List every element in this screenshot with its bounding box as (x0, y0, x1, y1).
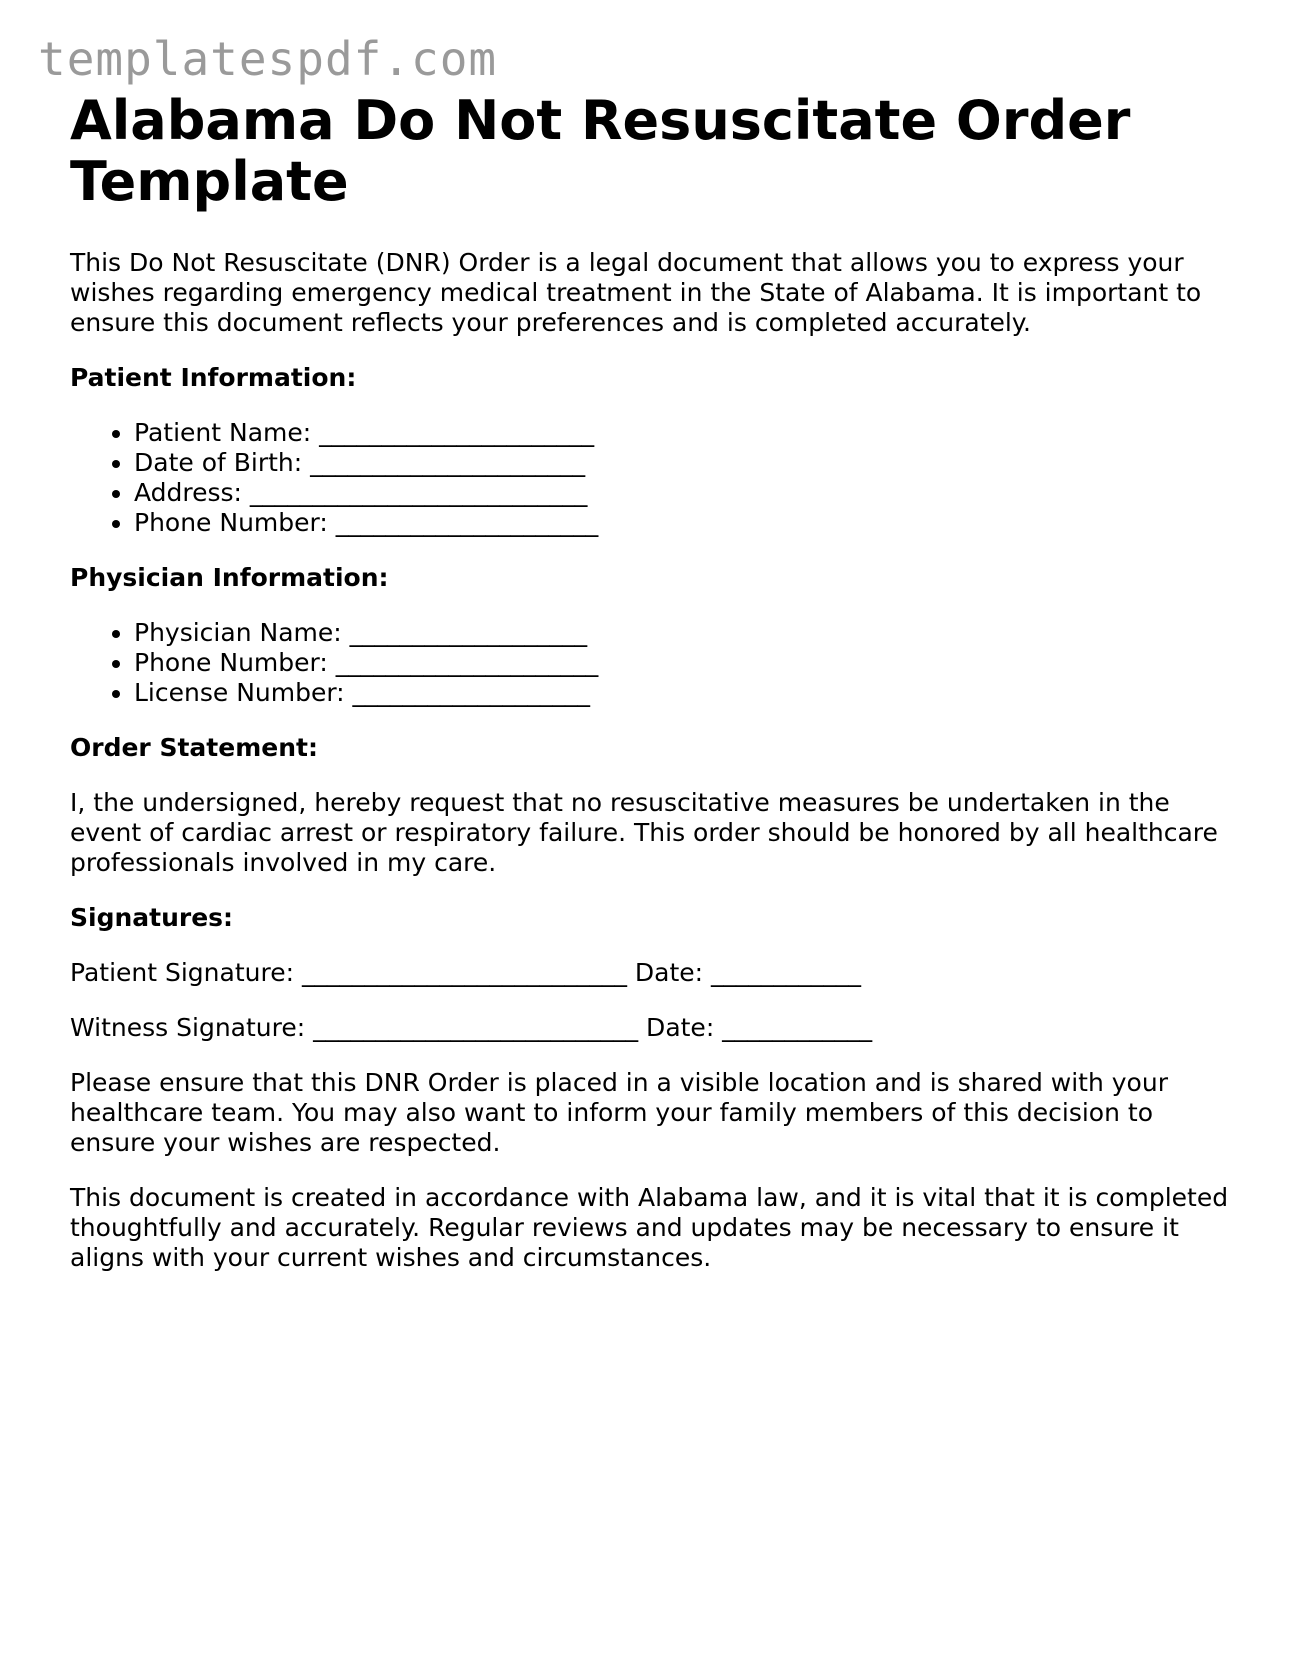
witness-signature-line: Witness Signature: __________________________ Date: ____________ (70, 1013, 873, 1042)
physician-name-field: • Physician Name: ___________________ (134, 618, 1230, 648)
license-number-field: • License Number: ___________________ (134, 678, 1230, 708)
document-title: Alabama Do Not Resuscitate Order Template (70, 89, 1131, 213)
physician-info-list (70, 618, 1230, 708)
patient-info-heading: Patient Information: (70, 363, 357, 392)
document-page (70, 90, 1230, 1273)
patient-phone-field: • Phone Number: _____________________ (134, 508, 1230, 538)
physician-phone-field: • Phone Number: _____________________ (134, 648, 1230, 678)
closing-paragraph: This document is created in accordance with Alabama law, and it is vital that it is completed thoughtfully and accurately. Regular reviews and updates may be necessary to ensure it aligns with your current wishes and circumstances. (70, 1183, 1229, 1272)
watermark: templatespdf.com (38, 32, 498, 86)
intro-paragraph: This Do Not Resuscitate (DNR) Order is a legal document that allows you to express your wishes regarding emergency medical treatment in the State of Alabama. It is important to ensure this document reflects your preferences and is completed accurately. (70, 248, 1202, 337)
order-statement-heading: Order Statement: (70, 733, 318, 762)
signatures-heading: Signatures: (70, 903, 234, 932)
patient-name-field: • Patient Name: ______________________ (134, 418, 1230, 448)
patient-info-list (70, 418, 1230, 538)
date-of-birth-field: • Date of Birth: ______________________ (134, 448, 1230, 478)
order-statement-text: I, the undersigned, hereby request that no resuscitative measures be undertaken in the event of cardiac arrest or respiratory failure. This order should be honored by all healthcare professionals involved in my care. (70, 788, 1218, 877)
physician-info-heading: Physician Information: (70, 563, 389, 592)
patient-signature-line: Patient Signature: __________________________ Date: ____________ (70, 958, 862, 987)
address-field: • Address: ___________________________ (134, 478, 1230, 508)
closing-paragraph: Please ensure that this DNR Order is placed in a visible location and is shared with your healthcare team. You may also want to inform your family members of this decision to ensure your wishes are respected. (70, 1068, 1168, 1157)
